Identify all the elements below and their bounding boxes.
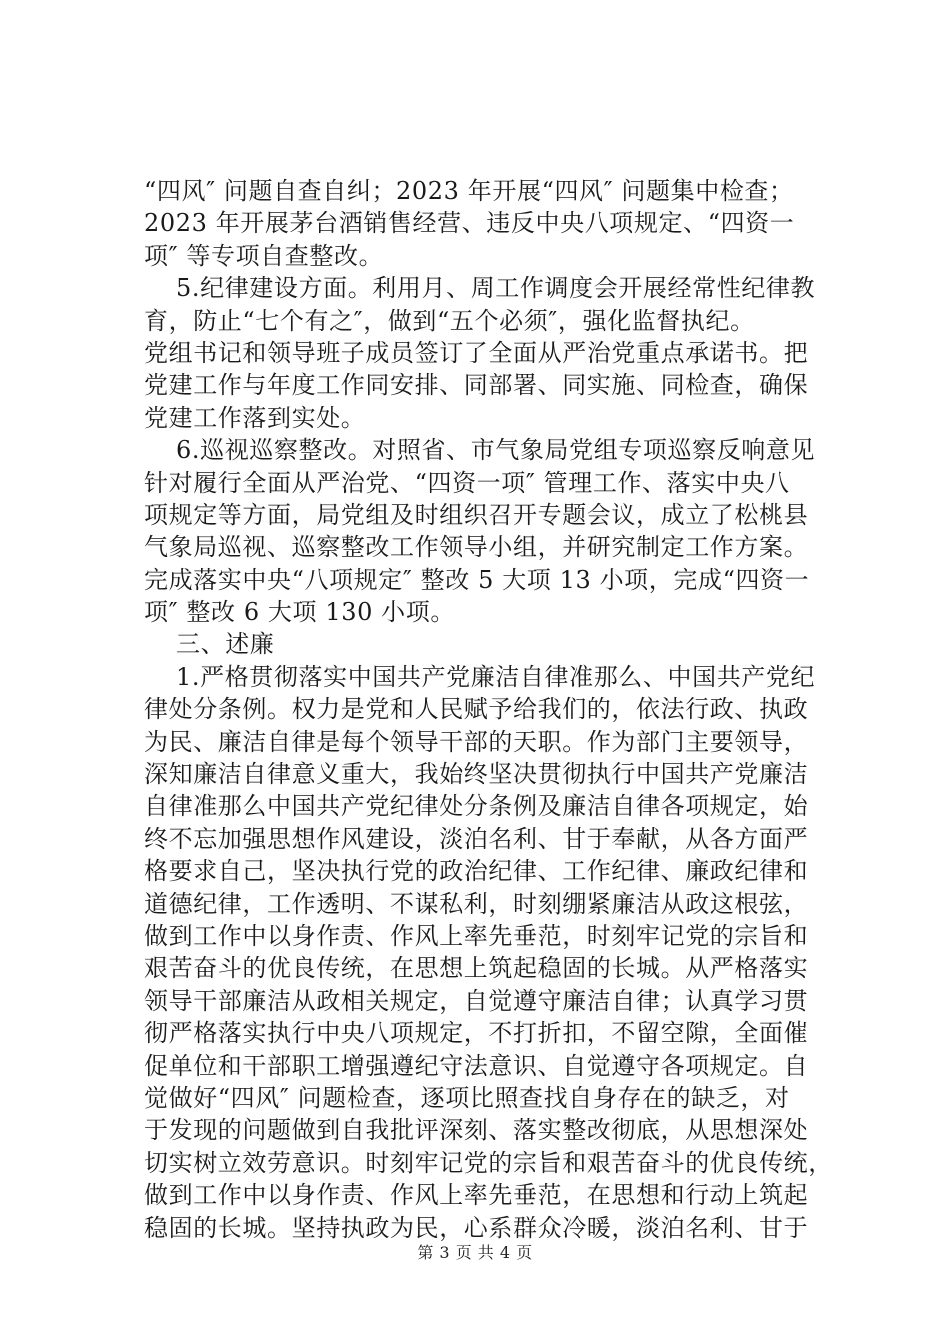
text-line: 项″ 等专项自查整改。: [144, 241, 384, 270]
text-line: 道德纪律，工作透明、不谋私利，时刻绷紧廉洁从政这根弦，: [144, 889, 809, 918]
page-footer: 第 3 页 共 4 页: [417, 1243, 533, 1262]
text-line: 做到工作中以身作责、作风上率先垂范，时刻牢记党的宗旨和: [144, 921, 809, 950]
text-line: 觉做好“四风″ 问题检查，逐项比照查找自身存在的缺乏，对: [144, 1083, 790, 1112]
text-line: 切实树立效劳意识。时刻牢记党的宗旨和艰苦奋斗的优良传统，: [144, 1148, 833, 1177]
text-line: 促单位和干部职工增强遵纪守法意识、自觉遵守各项规定。自: [144, 1051, 809, 1080]
text-line: 项规定等方面，局党组及时组织召开专题会议，成立了松桃县: [144, 500, 809, 529]
text-line: 为民、廉洁自律是每个领导干部的天职。作为部门主要领导，: [144, 727, 809, 756]
text-line: 律处分条例。权力是党和人民赋予给我们的，依法行政、执政: [144, 695, 809, 724]
text-line: 党建工作落到实处。: [144, 403, 366, 432]
text-line: 做到工作中以身作责、作风上率先垂范，在思想和行动上筑起: [144, 1181, 809, 1210]
text-line: 彻严格落实执行中央八项规定，不打折扣，不留空隙，全面催: [144, 1019, 809, 1048]
text-line: 深知廉洁自律意义重大，我始终坚决贯彻执行中国共产党廉洁: [144, 760, 809, 789]
text-line: 终不忘加强思想作风建设，淡泊名利、甘于奉献，从各方面严: [144, 824, 809, 853]
text-line: 完成落实中央“八项规定″ 整改 5 大项 13 小项，完成“四资一: [144, 565, 810, 594]
text-line: 党组书记和领导班子成员签订了全面从严治党重点承诺书。把: [144, 338, 809, 367]
text-line: 1.严格贯彻落实中国共产党廉洁自律准那么、中国共产党纪: [176, 662, 816, 691]
text-line: 6.巡视巡察整改。对照省、市气象局党组专项巡察反响意见: [176, 436, 816, 465]
text-line: 三、述廉: [176, 630, 275, 659]
text-line: 领导干部廉洁从政相关规定，自觉遵守廉洁自律；认真学习贯: [144, 986, 809, 1015]
text-line: 2023 年开展茅台酒销售经营、违反中央八项规定、“四资一: [144, 209, 795, 238]
text-line: 5.纪律建设方面。利用月、周工作调度会开展经常性纪律教: [176, 274, 816, 303]
text-line: “四风″ 问题自查自纠；2023 年开展“四风″ 问题集中检查；: [144, 177, 794, 205]
text-line: 于发现的问题做到自我批评深刻、落实整改彻底，从思想深处: [144, 1116, 809, 1145]
text-line: 党建工作与年度工作同安排、同部署、同实施、同检查，确保: [144, 371, 809, 400]
text-line: 稳固的长城。坚持执政为民，心系群众冷暖，淡泊名利、甘于: [144, 1213, 809, 1242]
text-line: 气象局巡视、巡察整改工作领导小组，并研究制定工作方案。: [144, 533, 809, 562]
text-line: 育，防止“七个有之″，做到“五个必须″，强化监督执纪。: [144, 306, 755, 335]
text-line: 格要求自己，坚决执行党的政治纪律、工作纪律、廉政纪律和: [144, 857, 809, 886]
text-line: 自律准那么中国共产党纪律处分条例及廉洁自律各项规定，始: [144, 792, 809, 821]
text-line: 艰苦奋斗的优良传统，在思想上筑起稳固的长城。从严格落实: [144, 954, 809, 983]
text-line: 项″ 整改 6 大项 130 小项。: [144, 598, 455, 627]
body-text: [144, 175, 844, 1244]
text-line: 针对履行全面从严治党、“四资一项″ 管理工作、落实中央八: [144, 468, 790, 497]
